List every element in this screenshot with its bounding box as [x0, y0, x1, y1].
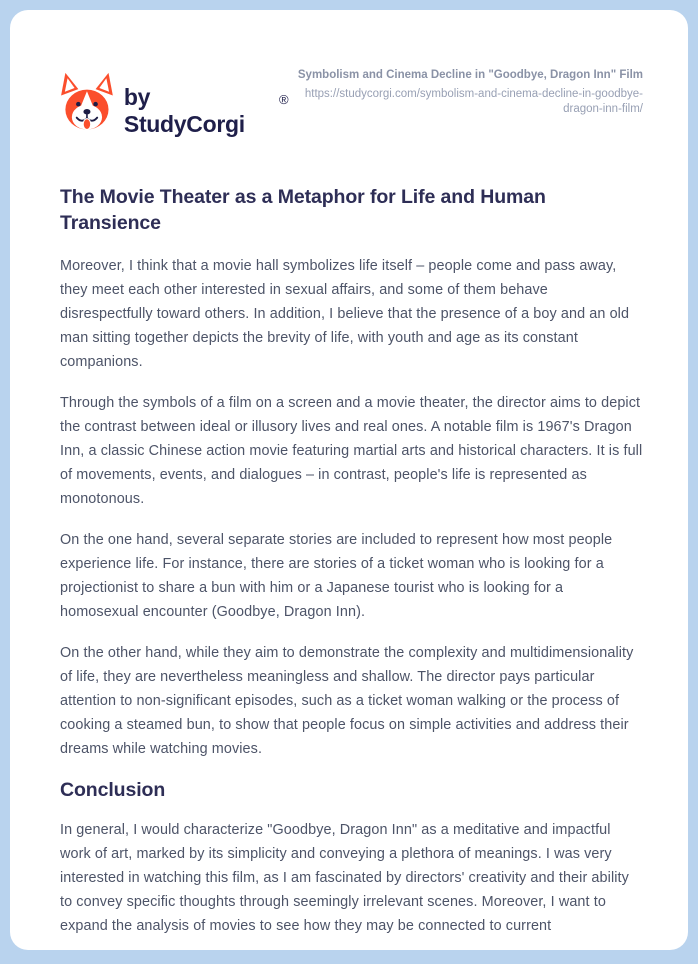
paragraph: Moreover, I think that a movie hall symbolizes life itself – people come and pass away, they meet each other interested in sexual affairs, and some of them behave disrespectfully toward others. In addition, I believe that the presence of a boy and an old man sitting together depicts the brevity of life, with youth and age as its constant companions.	[60, 258, 630, 370]
document-title: Symbolism and Cinema Decline in "Goodbye, Dragon Inn" Film	[297, 69, 643, 81]
brand-text: by StudyCorgi	[123, 84, 245, 137]
document-meta	[289, 66, 643, 117]
studycorgi-brand	[60, 66, 289, 138]
page-header	[60, 66, 643, 138]
essay-body	[60, 184, 643, 938]
paragraph: On the other hand, while they aim to demonstrate the complexity and multidimensionality of life, they are nevertheless meaningless and shallow. The director pays particular attention to non-significant episodes, such as a ticket woman walking or the process of cooking a steamed bun, to show that people focus on simple activities and address their dreams while watching movies.	[60, 645, 634, 757]
registered-trademark-symbol: ®	[278, 92, 289, 107]
paragraph: In general, I would characterize "Goodbye, Dragon Inn" as a meditative and impactful work of art, marked by its simplicity and conveying a plethora of meanings. I was very interested in watching this film, as I am fascinated by directors' creativity and their ability to convey specific thoughts through seemingly irrelevant scenes. Moreover, I want to expand the analysis of movies to see how they may be connected to current	[60, 822, 629, 934]
section-heading-movie-theater-metaphor: The Movie Theater as a Metaphor for Life and Human Transience	[60, 186, 546, 234]
document-url-link[interactable]: https://studycorgi.com/symbolism-and-cinema-decline-in-goodbye-dragon-inn-film/	[304, 88, 643, 115]
paragraph: Through the symbols of a film on a screen and a movie theater, the director aims to depict the contrast between ideal or illusory lives and real ones. A notable film is 1967's Dragon Inn, a classic Chinese action movie featuring martial arts and historical characters. It is full of movements, events, and dialogues – in contrast, people's life is represented as monotonous.	[60, 395, 643, 507]
corgi-logo-icon	[60, 71, 114, 133]
paragraph: On the one hand, several separate stories are included to represent how most people experience life. For instance, there are stories of a ticket woman who is looking for a projectionist to share a bun with him or a Japanese tourist who is looking for a homosexual encounter (Goodbye, Dragon Inn).	[60, 532, 613, 620]
document-card	[10, 10, 688, 950]
section-heading-conclusion: Conclusion	[60, 779, 166, 801]
